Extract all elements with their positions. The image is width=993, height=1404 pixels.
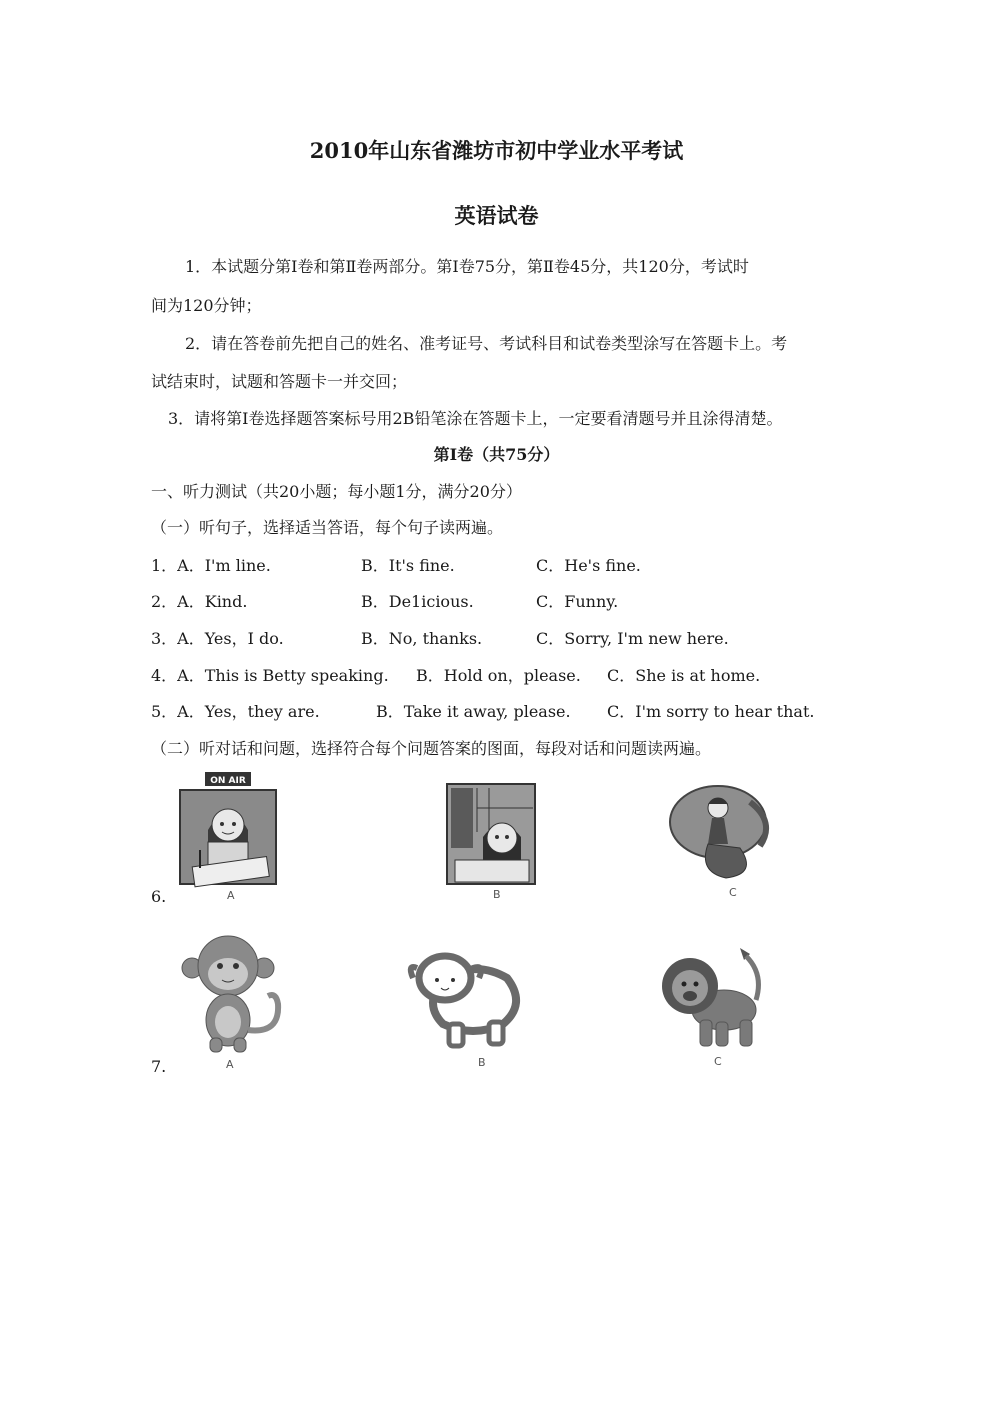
instruction-1-line2: 间为120分钟； [151,296,262,315]
q4-option-a: 4．A．This is Betty speaking. [151,666,389,685]
q6-picture-b [445,782,537,886]
q1-option-b: B．It's fine. [361,556,455,575]
sheep-icon [403,944,533,1052]
q7-caption-a: A [226,1058,234,1071]
sub2-heading: （二）听对话和问题，选择符合每个问题答案的图面，每段对话和问题读两遍。 [151,739,712,758]
instruction-2-line1: 2．请在答卷前先把自己的姓名、准考证号、考试科目和试卷类型涂写在答题卡上。考 [185,334,788,353]
instruction-1-line1: 1．本试题分第Ⅰ卷和第Ⅱ卷两部分。第Ⅰ卷75分，第Ⅱ卷45分，共120分，考试时 [185,257,749,276]
q3-option-c: C．Sorry, I'm new here. [536,629,729,648]
q7-caption-c: C [714,1055,722,1068]
q7-number: 7. [151,1057,167,1076]
q4-option-b: B．Hold on，please. [416,666,581,685]
q6-picture-a [178,770,278,888]
q1-option-a: 1．A．I'm line. [151,556,271,575]
part1-heading-text: 第Ⅰ卷（共75分） [433,445,560,464]
q2-option-a: 2．A．Kind. [151,592,248,611]
q7-picture-a [180,934,290,1056]
instruction-3-line1: 3．请将第Ⅰ卷选择题答案标号用2B铅笔涂在答题卡上，一定要看清题号并且涂得清楚。 [168,409,783,428]
instruction-2-line2: 试结束时，试题和答题卡一并交回； [151,372,408,391]
q3-option-a: 3．A．Yes，I do. [151,629,284,648]
on-air-sign: ON AIR [210,776,246,786]
q6-picture-c [668,782,780,884]
monkey-icon [180,934,290,1056]
q7-picture-b [403,944,533,1052]
q2-option-c: C．Funny. [536,592,619,611]
q5-option-a: 5．A．Yes，they are. [151,702,320,721]
student-studying-illustration [445,782,537,886]
q1-option-c: C．He's fine. [536,556,641,575]
q2-option-b: B．De1icious. [361,592,474,611]
q6-caption-c: C [729,886,737,899]
q4-option-c: C．She is at home. [607,666,761,685]
section1-heading: 一、听力测试（共20小题；每小题1分，满分20分） [151,482,522,501]
part1-heading [0,442,993,465]
sub1-heading: （一）听句子，选择适当答语，每个句子读两遍。 [151,518,504,537]
exam-title: 2010年山东省潍坊市初中学业水平考试 [309,138,684,163]
lion-icon [660,944,770,1054]
q6-caption-a: A [227,889,235,902]
q7-picture-c [660,944,770,1054]
q7-caption-b: B [478,1056,486,1069]
q5-option-c: C．I'm sorry to hear that. [607,702,815,721]
girl-dancing-illustration [668,782,780,884]
radio-host-illustration [178,770,278,888]
q6-number: 6. [151,887,167,906]
exam-subtitle: 英语试卷 [454,203,539,228]
q5-option-b: B．Take it away, please. [376,702,571,721]
q6-caption-b: B [493,888,501,901]
q3-option-b: B．No, thanks. [361,629,483,648]
